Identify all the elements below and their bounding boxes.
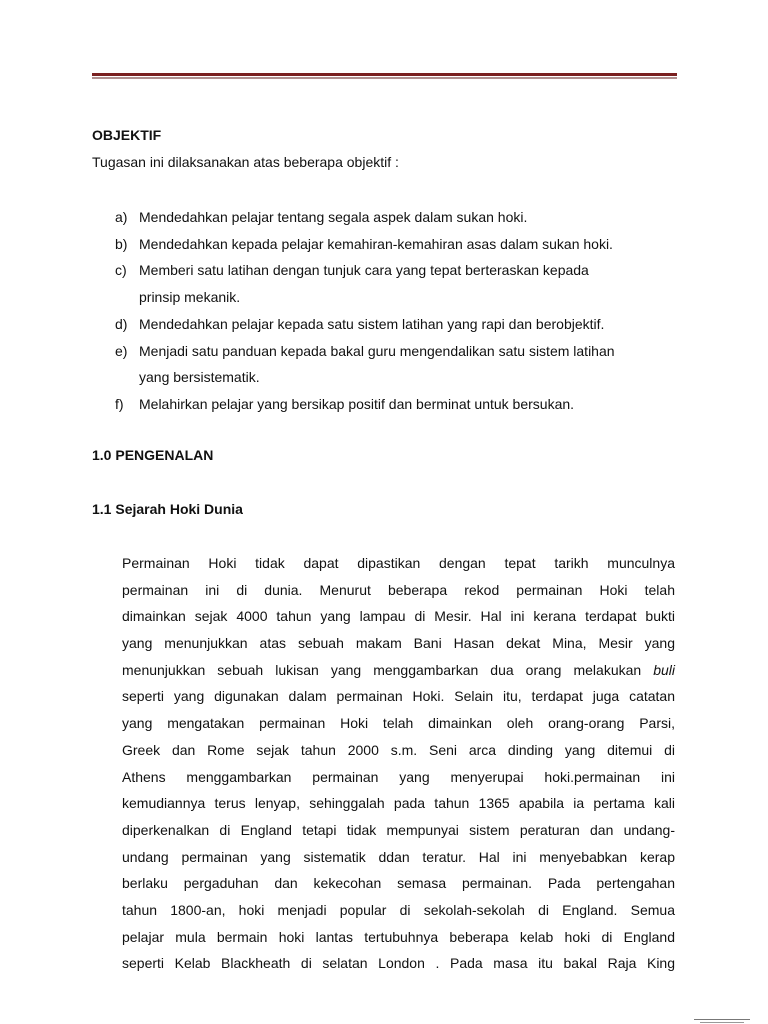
- objektif-list: [115, 204, 675, 418]
- header-rule: [92, 73, 677, 79]
- paragraph-line: Permainan Hoki tidak dapat dipastikan dengan tepat tarikh munculnya: [122, 555, 675, 571]
- paragraph-line: kemudiannya terus lenyap, sehinggalah pada tahun 1365 apabila ia pertama kali: [122, 795, 675, 812]
- page-corner-mark: [694, 1016, 750, 1024]
- list-item: [115, 311, 675, 338]
- list-item-text: Melahirkan pelajar yang bersikap positif dan berminat untuk bersukan.: [139, 395, 575, 412]
- list-marker: c): [115, 262, 127, 279]
- paragraph-line: [122, 657, 675, 684]
- paragraph-line: yang mengatakan permainan Hoki telah dimainkan oleh orang-orang Parsi,: [122, 715, 675, 732]
- paragraph-line: tahun 1800-an, hoki menjadi popular di sekolah-sekolah di England. Semua: [122, 901, 675, 918]
- section-heading: 1.0 PENGENALAN: [92, 447, 214, 463]
- italic-word: buli: [653, 661, 675, 678]
- list-item: [115, 391, 675, 418]
- list-marker: f): [115, 395, 124, 412]
- paragraph-line: Greek dan Rome sejak tahun 2000 s.m. Seni arca dinding yang ditemui di: [122, 741, 675, 758]
- list-item-text: Mendedahkan kepada pelajar kemahiran-kemahiran asas dalam sukan hoki.: [139, 235, 613, 252]
- header-rule-thick: [92, 73, 677, 76]
- paragraph-line: berlaku pergaduhan dan kekecohan semasa permainan. Pada pertengahan: [122, 875, 675, 892]
- paragraph-line: permainan ini di dunia. Menurut beberapa rekod permainan Hoki telah: [122, 581, 675, 598]
- objektif-intro: Tugasan ini dilaksanakan atas beberapa objektif :: [92, 154, 399, 170]
- list-marker: b): [115, 235, 128, 252]
- paragraph-line: undang permainan yang sistematik ddan teratur. Hal ini menyebabkan kerap: [122, 848, 675, 865]
- objektif-heading: OBJEKTIF: [92, 127, 162, 143]
- list-item-text: prinsip mekanik.: [139, 289, 241, 306]
- list-item-text: yang bersistematik.: [139, 369, 260, 386]
- history-paragraph: [122, 550, 675, 977]
- paragraph-line-text: menunjukkan sebuah lukisan yang menggambarkan dua orang melakukan: [122, 661, 642, 678]
- paragraph-line: yang menunjukkan atas sebuah makam Bani Hasan dekat Mina, Mesir yang: [122, 635, 675, 652]
- paragraph-line: seperti Kelab Blackheath di selatan London . Pada masa itu bakal Raja King: [122, 955, 675, 972]
- list-marker: a): [115, 209, 128, 225]
- paragraph-line: seperti yang digunakan dalam permainan Hoki. Selain itu, terdapat juga catatan: [122, 688, 675, 705]
- paragraph-line: diperkenalkan di England tetapi tidak mempunyai sistem peraturan dan undang-: [122, 821, 675, 838]
- list-item-text: Menjadi satu panduan kepada bakal guru mengendalikan satu sistem latihan: [139, 342, 615, 359]
- list-item-text: Mendedahkan pelajar kepada satu sistem latihan yang rapi dan berobjektif.: [139, 315, 605, 332]
- list-item-text: Mendedahkan pelajar tentang segala aspek dalam sukan hoki.: [139, 209, 528, 225]
- paragraph-line: dimainkan sejak 4000 tahun yang lampau di Mesir. Hal ini kerana terdapat bukti: [122, 608, 675, 625]
- list-item: [115, 204, 675, 231]
- header-rule-thin: [92, 77, 677, 79]
- corner-line: [694, 1019, 750, 1020]
- list-marker: e): [115, 342, 128, 359]
- list-marker: d): [115, 315, 128, 332]
- corner-line: [700, 1022, 744, 1023]
- list-item: [115, 257, 675, 310]
- paragraph-line: pelajar mula bermain hoki lantas tertubuhnya beberapa kelab hoki di England: [122, 928, 675, 945]
- list-item: [115, 338, 675, 391]
- section-subheading: 1.1 Sejarah Hoki Dunia: [92, 501, 243, 517]
- paragraph-line: Athens menggambarkan permainan yang menyerupai hoki.permainan ini: [122, 768, 675, 785]
- list-item: [115, 231, 675, 258]
- list-item-text: Memberi satu latihan dengan tunjuk cara yang tepat berteraskan kepada: [139, 262, 589, 279]
